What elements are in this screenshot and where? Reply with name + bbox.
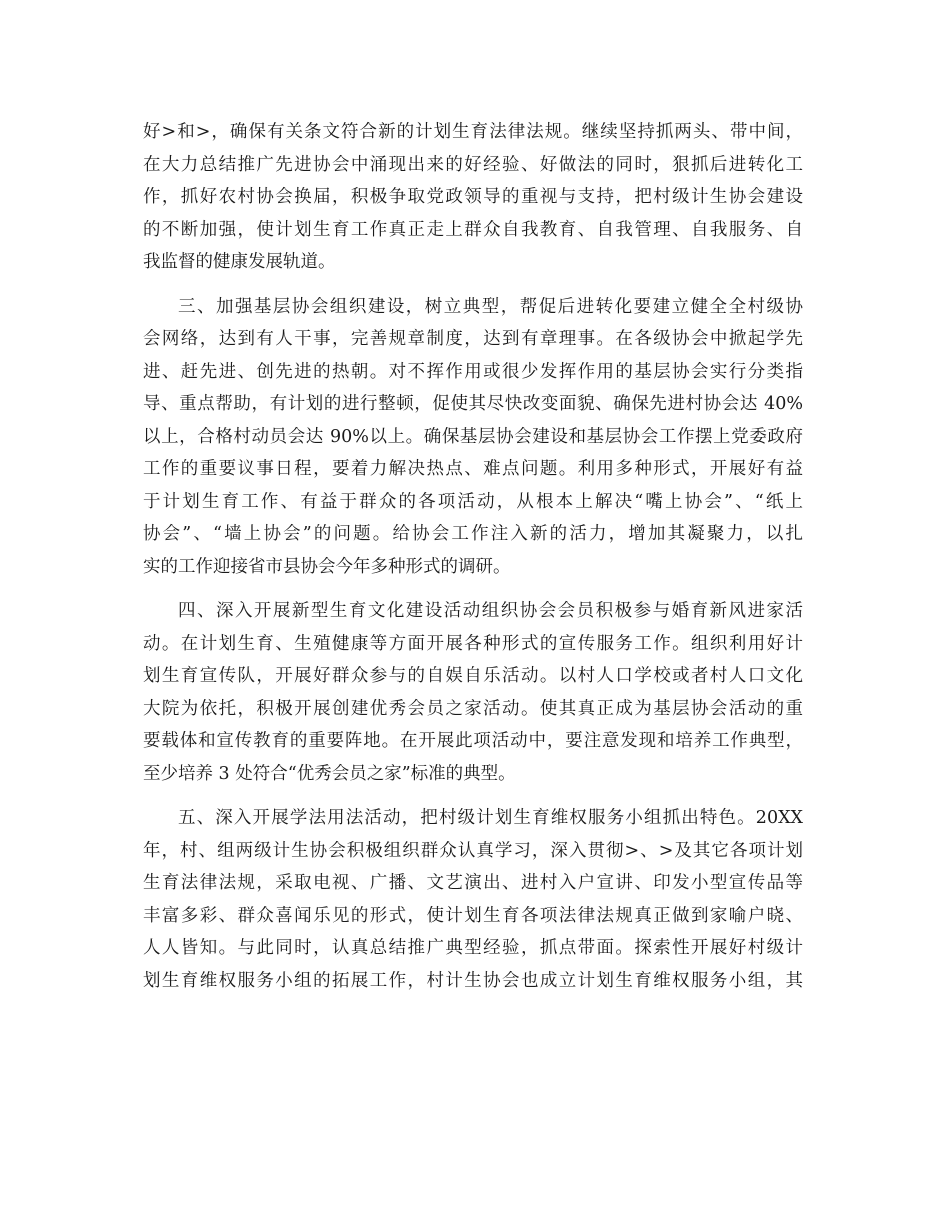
paragraph-3-line-2: 动。在计划生育、生殖健康等方面开展各种形式的宣传服务工作。组织利用好计	[143, 633, 803, 654]
paragraph-4-line-1: 五、深入开展学法用法活动，把村级计划生育维权服务小组抓出特色。20XX	[178, 808, 803, 828]
paragraph-4-line-3: 生育法律法规，采取电视、广播、文艺演出、进村入户宣讲、印发小型宣传品等	[143, 873, 803, 893]
paragraph-2-line-6: 工作的重要议事日程，要着力解决热点、难点问题。利用多种形式，开展好有益	[143, 459, 803, 479]
paragraph-3-line-6: 至少培养 3 处符合“优秀会员之家”标准的典型。	[143, 763, 516, 784]
paragraph-2-line-5: 以上，合格村动员会达 90%以上。确保基层协会建设和基层协会工作摆上党委政府	[143, 426, 803, 447]
paragraph-4-line-2: 年，村、组两级计生协会积极组织群众认真学习，深入贯彻>、>及其它各项计划	[143, 840, 803, 861]
paragraph-1-line-1: 好>和>，确保有关条文符合新的计划生育法律法规。继续坚持抓两头、带中间，	[143, 122, 803, 142]
paragraph-1-line-5: 我监督的健康发展轨道。	[143, 252, 336, 272]
paragraph-3-line-1: 四、深入开展新型生育文化建设活动组织协会会员积极参与婚育新风进家活	[178, 601, 803, 621]
paragraph-4-line-6: 划生育维权服务小组的拓展工作，村计生协会也成立计划生育维权服务小组，其	[143, 970, 803, 991]
paragraph-2-line-8: 协会”、“墙上协会”的问题。给协会工作注入新的活力，增加其凝聚力，以扎	[143, 524, 803, 544]
paragraph-spacer	[143, 790, 803, 802]
paragraph-2-line-1: 三、加强基层协会组织建设，树立典型，帮促后进转化要建立健全全村级协	[178, 296, 803, 317]
document-body	[143, 116, 803, 997]
paragraph-2-line-3: 进、赶先进、创先进的热朝。对不挥作用或很少发挥作用的基层协会实行分类指	[143, 361, 803, 382]
paragraph-4-line-4: 丰富多彩、群众喜闻乐见的形式，使计划生育各项法律法规真正做到家喻户晓、	[143, 905, 803, 926]
paragraph-1-line-3: 作，抓好农村协会换届，积极争取党政领导的重视与支持，把村级计生协会建设	[143, 187, 803, 207]
paragraph-4-line-5: 人人皆知。与此同时，认真总结推广典型经验，抓点带面。探索性开展好村级计	[143, 938, 803, 958]
paragraph-1-line-4: 的不断加强，使计划生育工作真正走上群众自我教育、自我管理、自我服务、自	[143, 219, 803, 240]
paragraph-2-line-2: 会网络，达到有人干事，完善规章制度，达到有章理事。在各级协会中掀起学先	[143, 329, 803, 349]
paragraph-3-line-3: 划生育宣传队，开展好群众参与的自娱自乐活动。以村人口学校或者村人口文化	[143, 666, 803, 686]
paragraph-2-line-7: 于计划生育工作、有益于群众的各项活动，从根本上解决“嘴上协会”、“纸上	[143, 491, 803, 512]
paragraph-2-line-9: 实的工作迎接省市县协会今年多种形式的调研。	[143, 556, 511, 577]
paragraph-3-line-5: 要载体和宣传教育的重要阵地。在开展此项活动中，要注意发现和培养工作典型，	[143, 731, 803, 751]
paragraph-spacer	[143, 583, 803, 595]
paragraph-2-line-4: 导、重点帮助，有计划的进行整顿，促使其尽快改变面貌、确保先进村协会达 40%	[143, 394, 803, 414]
paragraph-spacer	[143, 279, 803, 291]
paragraph-3-line-4: 大院为依托，积极开展创建优秀会员之家活动。使其真正成为基层协会活动的重	[143, 698, 803, 719]
paragraph-1-line-2: 在大力总结推广先进协会中涌现出来的好经验、好做法的同时，狠抓后进转化工	[143, 154, 803, 175]
